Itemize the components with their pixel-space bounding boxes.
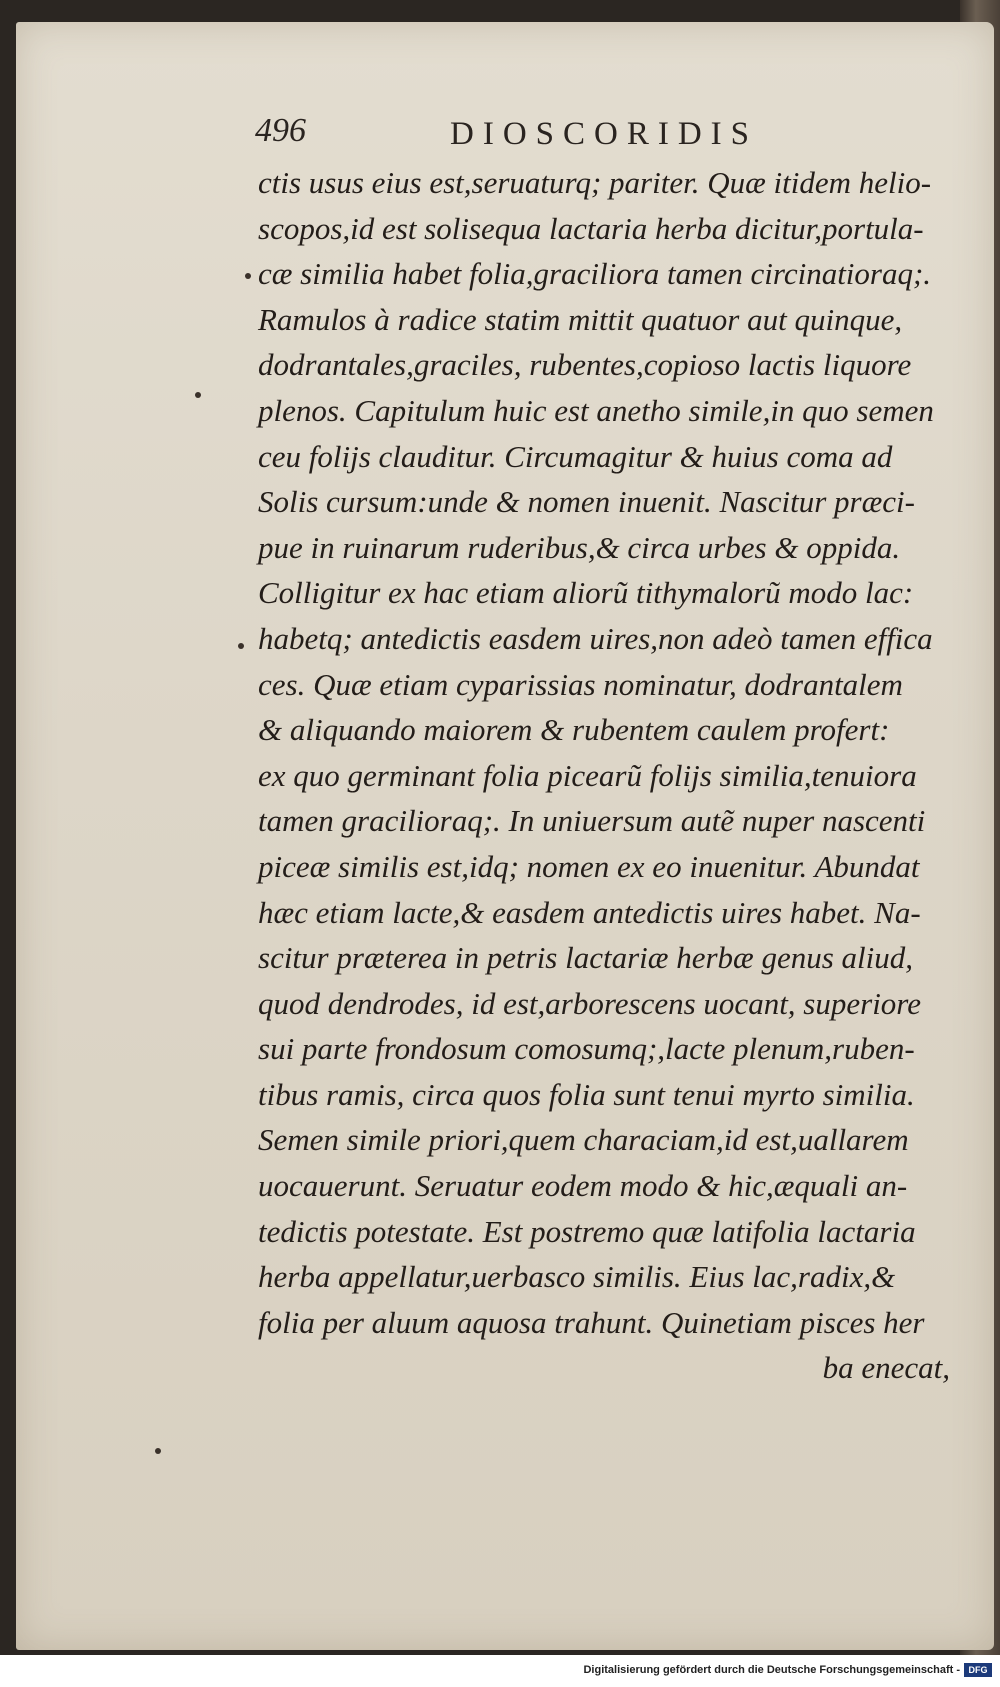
text-line: Ramulos à radice statim mittit quatuor aut quinque,: [258, 301, 903, 337]
funding-credit: Digitalisierung gefördert durch die Deutsche Forschungsgemeinschaft -: [583, 1664, 960, 1676]
text-line: ex quo germinant folia picearũ folijs similia,tenuiora: [258, 757, 917, 793]
text-line: plenos. Capitulum huic est anetho simile,in quo semen: [258, 392, 934, 428]
text-line: tamen gracilioraq;. In uniuersum autẽ nuper nascenti: [258, 803, 926, 839]
text-line: pue in ruinarum ruderibus,& circa urbes & oppida.: [258, 529, 901, 565]
text-line-catchword: ba enecat,: [822, 1350, 950, 1386]
text-line: folia per aluum aquosa trahunt. Quinetiam pisces her: [258, 1304, 925, 1340]
text-line: scopos,id est solisequa lactaria herba dicitur,portula-: [258, 210, 924, 246]
text-line: Colligitur ex hac etiam aliorũ tithymalorũ modo lac:: [258, 575, 914, 611]
margin-mark: [195, 392, 201, 398]
text-line: Semen simile priori,quem characiam,id est,uallarem: [258, 1122, 909, 1158]
running-title: DIOSCORIDIS: [450, 116, 759, 152]
text-line: hæc etiam lacte,& easdem antedictis uires habet. Na-: [258, 894, 921, 930]
margin-mark: [238, 643, 244, 649]
page-number: 496: [255, 112, 306, 149]
text-line: ctis usus eius est,seruaturq; pariter. Quæ itidem helio-: [258, 165, 932, 200]
text-line: ces. Quæ etiam cyparissias nominatur, dodrantalem: [258, 666, 903, 702]
text-line: cæ similia habet folia,graciliora tamen circinatioraq;.: [258, 256, 932, 292]
text-line: ceu folijs clauditur. Circumagitur & huius coma ad: [258, 438, 893, 474]
text-line: scitur præterea in petris lactariæ herbæ genus aliud,: [258, 940, 914, 976]
footer-bar: [0, 1658, 1000, 1687]
text-line: quod dendrodes, id est,arborescens uocant, superiore: [258, 985, 921, 1021]
text-line: herba appellatur,uerbasco similis. Eius lac,radix,&: [258, 1259, 896, 1295]
text-line: dodrantales,graciles, rubentes,copioso lactis liquore: [258, 347, 912, 383]
text-line: piceæ similis est,idq; nomen ex eo inuenitur. Abundat: [258, 848, 920, 884]
body-text: [258, 160, 950, 1391]
text-line: sui parte frondosum comosumq;,lacte plenum,ruben-: [258, 1031, 915, 1067]
text-line: tedictis potestate. Est postremo quæ latifolia lactaria: [258, 1213, 916, 1249]
running-head: [255, 112, 825, 162]
text-line: tibus ramis, circa quos folia sunt tenui myrto similia.: [258, 1076, 915, 1112]
text-line: & aliquando maiorem & rubentem caulem profert:: [258, 712, 890, 748]
margin-mark: [155, 1448, 161, 1454]
dfg-logo: DFG: [964, 1663, 992, 1677]
text-line: habetq; antedictis easdem uires,non adeò tamen effica: [258, 620, 933, 656]
text-line: Solis cursum:unde & nomen inuenit. Nascitur præci-: [258, 484, 915, 520]
text-line: uocauerunt. Seruatur eodem modo & hic,æquali an-: [258, 1168, 908, 1204]
margin-mark: [245, 273, 251, 279]
